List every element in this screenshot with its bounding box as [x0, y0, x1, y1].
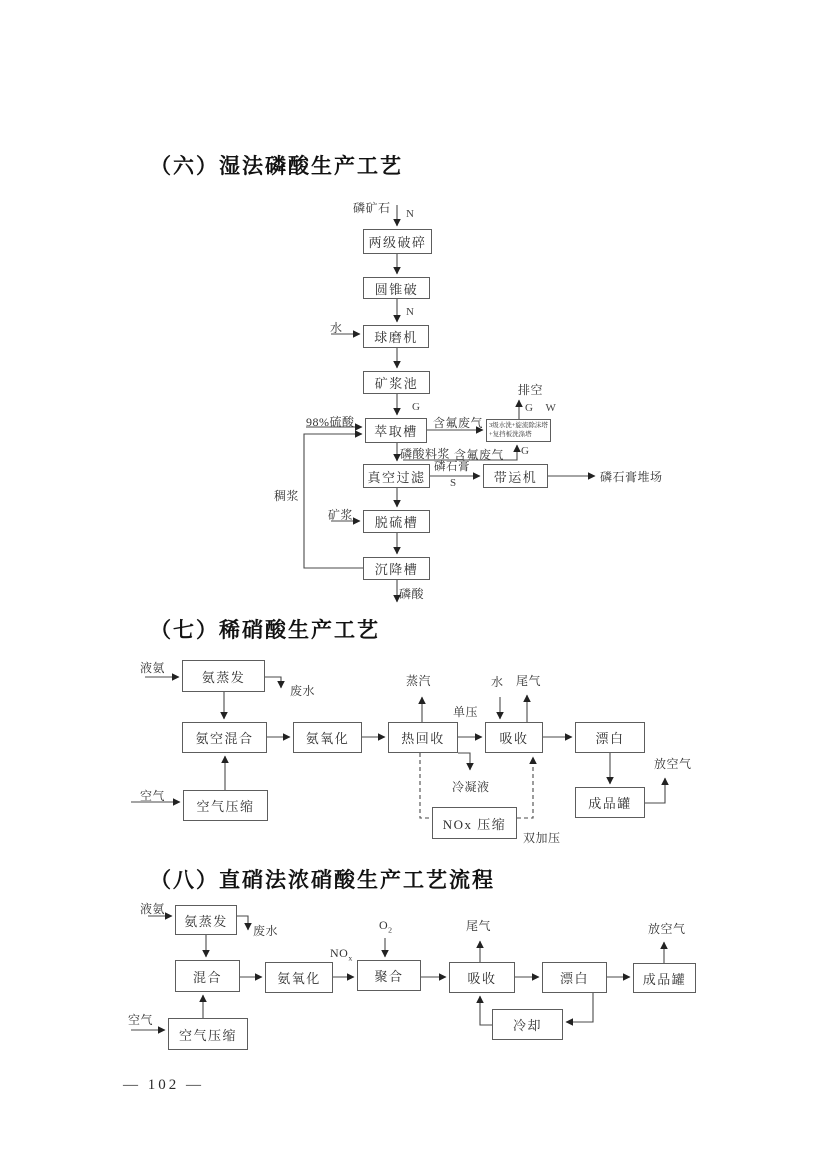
label-acid-slurry: 磷酸料浆	[400, 447, 451, 461]
node-air-compression-7: 空气压缩	[183, 790, 268, 821]
node-fluoride-scrubber	[486, 419, 551, 442]
node-ammonia-oxidation-8: 氨氧化	[265, 962, 333, 993]
node-product-tank-7: 成品罐	[575, 787, 645, 818]
label-steam: 蒸汽	[406, 674, 432, 688]
node-absorption-7: 吸收	[485, 722, 543, 753]
node-ammonia-evaporation-7: 氨蒸发	[182, 660, 265, 692]
nox-subscript: x	[348, 953, 353, 963]
node-extraction-tank: 萃取槽	[365, 418, 427, 443]
node-desulfurization-tank: 脱硫槽	[363, 510, 430, 533]
node-ball-mill: 球磨机	[363, 325, 429, 348]
oxygen-text: O	[379, 918, 389, 932]
label-thick-slurry: 稠浆	[274, 489, 300, 503]
label-phosphate-ore: 磷矿石	[353, 201, 391, 215]
node-nox-compression: NOx 压缩	[432, 807, 517, 839]
label-air-7: 空气	[140, 789, 166, 803]
label-nox	[330, 946, 353, 962]
node-polymerization: 聚合	[357, 960, 421, 991]
label-gypsum: 磷石膏	[434, 461, 470, 473]
node-air-compression-8: 空气压缩	[168, 1018, 248, 1050]
node-ammonia-oxidation-7: 氨氧化	[293, 722, 362, 753]
label-wastewater-8: 废水	[253, 924, 279, 938]
label-phosphoric-acid-product: 磷酸	[399, 587, 425, 601]
label-g-w-markers: G W	[525, 402, 561, 414]
node-absorption-8: 吸收	[449, 962, 515, 993]
node-bleaching-8: 漂白	[542, 962, 607, 993]
label-g-marker-scrubber: G	[521, 445, 530, 457]
page-number: — 102 —	[123, 1077, 204, 1093]
node-slurry-pool: 矿浆池	[363, 371, 430, 394]
node-belt-conveyor: 带运机	[483, 464, 548, 488]
scrubber-text-line2: +复挡板洗涤塔	[489, 430, 532, 438]
node-product-tank-8: 成品罐	[633, 963, 696, 993]
node-two-stage-crushing: 两级破碎	[363, 229, 432, 254]
node-heat-recovery: 热回收	[388, 722, 458, 753]
oxygen-subscript: 2	[388, 925, 393, 935]
scrubber-text-line1: 3级水洗+旋流除沫塔	[489, 422, 548, 430]
label-vent-air-8: 放空气	[648, 922, 686, 936]
label-n-marker-mid: N	[406, 306, 415, 318]
label-water-input: 水	[330, 321, 343, 335]
label-s-marker: S	[450, 477, 457, 489]
label-condensate: 冷凝液	[452, 780, 490, 794]
label-g-marker-extraction: G	[412, 401, 421, 413]
label-oxygen	[379, 918, 393, 934]
label-wastewater-7: 废水	[290, 684, 316, 698]
label-water-7: 水	[491, 675, 504, 689]
label-gypsum-yard: 磷石膏堆场	[600, 470, 663, 484]
label-n-marker-top: N	[406, 208, 415, 220]
node-ammonia-air-mixing: 氨空混合	[182, 722, 267, 753]
label-air-8: 空气	[128, 1013, 154, 1027]
label-dual-pressure: 双加压	[523, 831, 561, 845]
label-vent-air-7: 放空气	[654, 757, 692, 771]
label-mine-slurry: 矿浆	[328, 508, 354, 522]
node-ammonia-evaporation-8: 氨蒸发	[175, 905, 237, 935]
node-vacuum-filter: 真空过滤	[363, 464, 430, 488]
node-mixing-8: 混合	[175, 960, 240, 992]
node-cooling: 冷却	[492, 1009, 563, 1040]
label-liquid-ammonia-7: 液氨	[140, 661, 166, 675]
section-6-heading: （六）湿法磷酸生产工艺	[150, 154, 403, 178]
label-liquid-ammonia-8: 液氨	[140, 902, 166, 916]
section-7-heading: （七）稀硝酸生产工艺	[150, 618, 380, 642]
label-sulfuric-acid: 98%硫酸	[306, 415, 355, 429]
label-fluoride-gas-2: 含氟废气	[454, 448, 505, 462]
nox-text: NO	[330, 946, 349, 960]
section-8-heading: （八）直硝法浓硝酸生产工艺流程	[150, 868, 495, 892]
node-settling-tank: 沉降槽	[363, 557, 430, 580]
label-vent: 排空	[518, 383, 544, 397]
node-cone-crusher: 圆锥破	[363, 277, 430, 299]
label-fluoride-gas-1: 含氟废气	[433, 416, 484, 430]
node-bleaching-7: 漂白	[575, 722, 645, 753]
label-single-pressure: 单压	[453, 705, 479, 719]
label-tail-gas-8: 尾气	[466, 919, 492, 933]
label-tail-gas-7: 尾气	[516, 674, 542, 688]
